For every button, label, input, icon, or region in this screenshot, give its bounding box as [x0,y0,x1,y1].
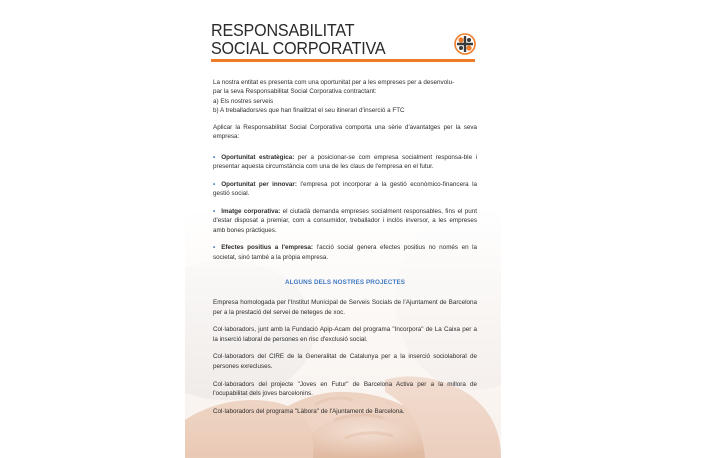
intro-line: b) A treballadors/es que han finalitzat el seu itinerari d'inserció a FTC [213,106,405,114]
bullet-item [213,180,477,199]
advantages-intro: Aplicar la Responsabilitat Social Corporativa comporta una sèrie d'avantatges per la seva empresa: [213,124,477,141]
document-page [185,0,501,458]
page-title [211,21,451,57]
bullet-lead: Oportunitat estratègica: [221,153,295,161]
project-item: Col·laboradors del projecte "Joves en Futur" de Barcelona Activa per a la millora de l'ocupabilitat dels joves barcelonins. [213,380,477,397]
bullet-dot-icon: • [213,153,216,161]
project-item: Col·laboradors del CIRE de la Generalitat de Catalunya per a la inserció sociolaboral de persones exrecluses. [213,353,477,370]
bullet-dot-icon: • [213,244,216,252]
bullet-lead: Imatge corporativa: [221,207,281,215]
bullet-dot-icon: • [213,207,216,215]
bullet-lead: Efectes positius a l'empresa: [221,244,314,252]
page-content [185,0,501,458]
bullet-dot-icon: • [213,180,216,188]
intro-line: par la seva Responsabilitat Social Corporativa contractant: [213,88,377,96]
bullet-item [213,153,477,172]
intro-paragraph [213,78,477,115]
organization-logo-icon [454,33,476,55]
document-body [213,78,477,424]
bullet-text: l'empresa pot incorporar a la gestió econòmico-financera la gestió social. [213,180,477,198]
bullet-lead: Oportunitat per innovar: [221,180,297,188]
bullet-item [213,243,477,262]
bullet-text: per a posicionar-se com empresa socialment responsa-ble i presentar aquesta circumstància com una de les claus de l'empresa en el futur. [213,153,478,171]
title-line-2: SOCIAL CORPORATIVA [211,38,386,58]
project-item: Empresa homologada per l'Institut Municipal de Serveis Socials de l'Ajuntament de Barcelona per a la prestació del servei de neteges de xoc. [213,299,477,316]
bullet-item [213,207,477,235]
title-underline [211,59,475,62]
intro-line: La nostra entitat es presenta com una oportunitat per a les empreses per a desenvolu- [213,79,455,86]
project-item: Col·laboradors, junt amb la Fundació Apip-Acam del programa "Incorpora" de La Caixa per a la inserció laboral de persones en risc d'exclusió social. [213,326,477,343]
bullet-text: el ciutadà demanda empreses socialment responsables, fins el punt d'estar disposat a premiar, com a consumidor, treballador i inclòs inversor, a les empreses amb bones pràctiques. [213,207,477,234]
title-line-1: RESPONSABILITAT [211,20,355,40]
projects-heading: ALGUNS DELS NOSTRES PROJECTES [284,278,406,286]
bullet-text: l'acció social genera efectes positius no només en la societat, sinó també a la pròpia empresa. [213,244,477,261]
intro-line: a) Els nostres serveis [213,97,274,105]
project-item: Col·laboradors del programa "Làbora" de l'Ajuntament de Barcelona. [213,407,405,415]
